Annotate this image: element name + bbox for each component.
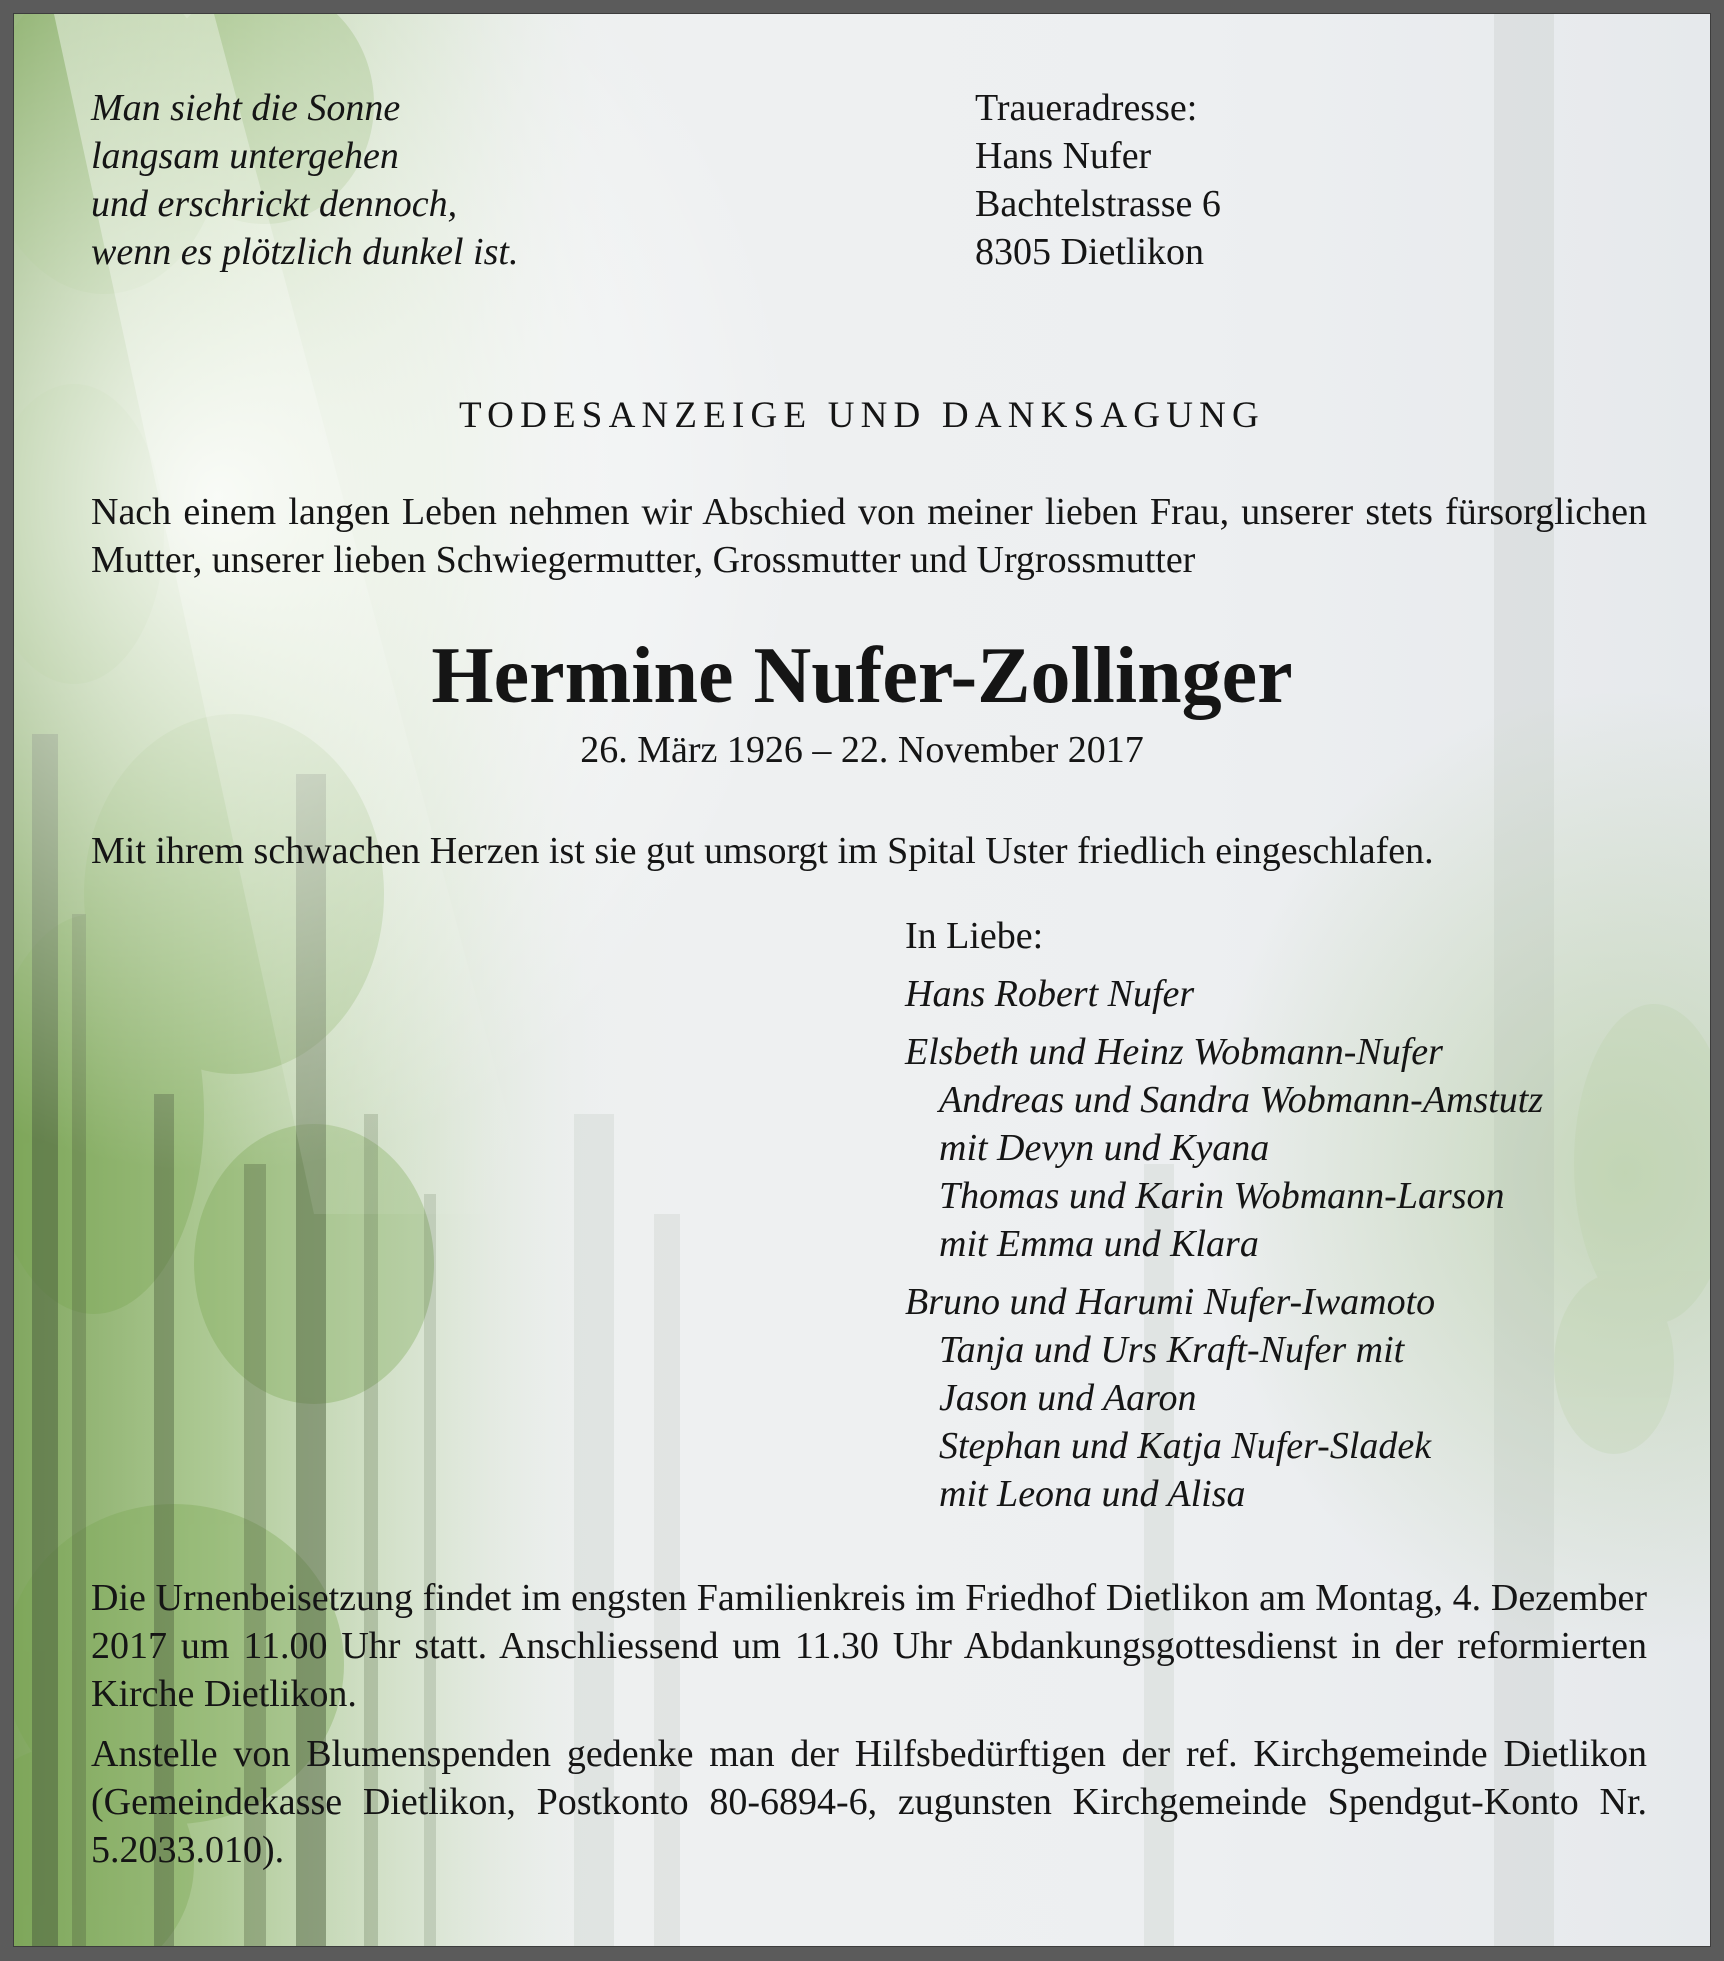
address-name: Hans Nufer xyxy=(975,135,1152,177)
address-label: Traueradresse: xyxy=(975,87,1198,129)
family-group xyxy=(905,970,1543,1018)
family-group-head: Elsbeth und Heinz Wobmann-Nufer xyxy=(905,1031,1443,1073)
notice-heading: TODESANZEIGE UND DANKSAGUNG xyxy=(459,395,1265,436)
family-member: mit Emma und Klara xyxy=(939,1223,1259,1265)
obituary-page xyxy=(14,14,1710,1946)
family-member: Stephan und Katja Nufer-Sladek xyxy=(939,1425,1432,1467)
motto-line: und erschrickt dennoch, xyxy=(91,183,458,225)
family-group xyxy=(905,1278,1543,1518)
intro-text: Nach einem langen Leben nehmen wir Abschied von meiner lieben Frau, unserer stets fürsorglichen Mutter, unserer lieben Schwiegermutter, Grossmutter und Urgrossmutter xyxy=(91,491,1647,581)
address-city: 8305 Dietlikon xyxy=(975,231,1205,273)
family-member: Andreas und Sandra Wobmann-Amstutz xyxy=(939,1079,1544,1121)
family-group-head: Bruno und Harumi Nufer-Iwamoto xyxy=(905,1281,1436,1323)
family-group xyxy=(905,1028,1543,1268)
motto-verse xyxy=(91,84,518,276)
family-member: Thomas und Karin Wobmann-Larson xyxy=(939,1175,1505,1217)
motto-line: Man sieht die Sonne xyxy=(91,87,401,129)
passing-text: Mit ihrem schwachen Herzen ist sie gut umsorgt im Spital Uster friedlich eingeschlafen. xyxy=(91,830,1434,872)
address-street: Bachtelstrasse 6 xyxy=(975,183,1221,225)
family-member: Tanja und Urs Kraft-Nufer mit xyxy=(939,1329,1405,1371)
life-dates: 26. März 1926 – 22. November 2017 xyxy=(580,729,1144,771)
family-member: Jason und Aaron xyxy=(939,1377,1197,1419)
family-lead: In Liebe: xyxy=(905,915,1044,957)
family-member: mit Devyn und Kyana xyxy=(939,1127,1270,1169)
family-member: mit Leona und Alisa xyxy=(939,1473,1246,1515)
family-list xyxy=(905,912,1543,1528)
family-group-head: Hans Robert Nufer xyxy=(905,973,1195,1015)
motto-line: wenn es plötzlich dunkel ist. xyxy=(91,231,519,273)
motto-line: langsam untergehen xyxy=(91,135,399,177)
mourning-address xyxy=(975,84,1221,276)
donation-info: Anstelle von Blumenspenden gedenke man der Hilfsbedürftigen der ref. Kirchgemeinde Dietlikon (Gemeindekasse Dietlikon, Postkonto 80-6894-6, zugunsten Kirchgemeinde Spendgut-Konto Nr. 5.2033.010). xyxy=(91,1733,1647,1871)
deceased-name: Hermine Nufer-Zollinger xyxy=(431,632,1293,720)
burial-info: Die Urnenbeisetzung findet im engsten Familienkreis im Friedhof Dietlikon am Montag, 4. Dezember 2017 um 11.00 Uhr statt. Anschliessend um 11.30 Uhr Abdankungsgottesdienst in der reformierten Kirche Dietlikon. xyxy=(91,1577,1647,1715)
